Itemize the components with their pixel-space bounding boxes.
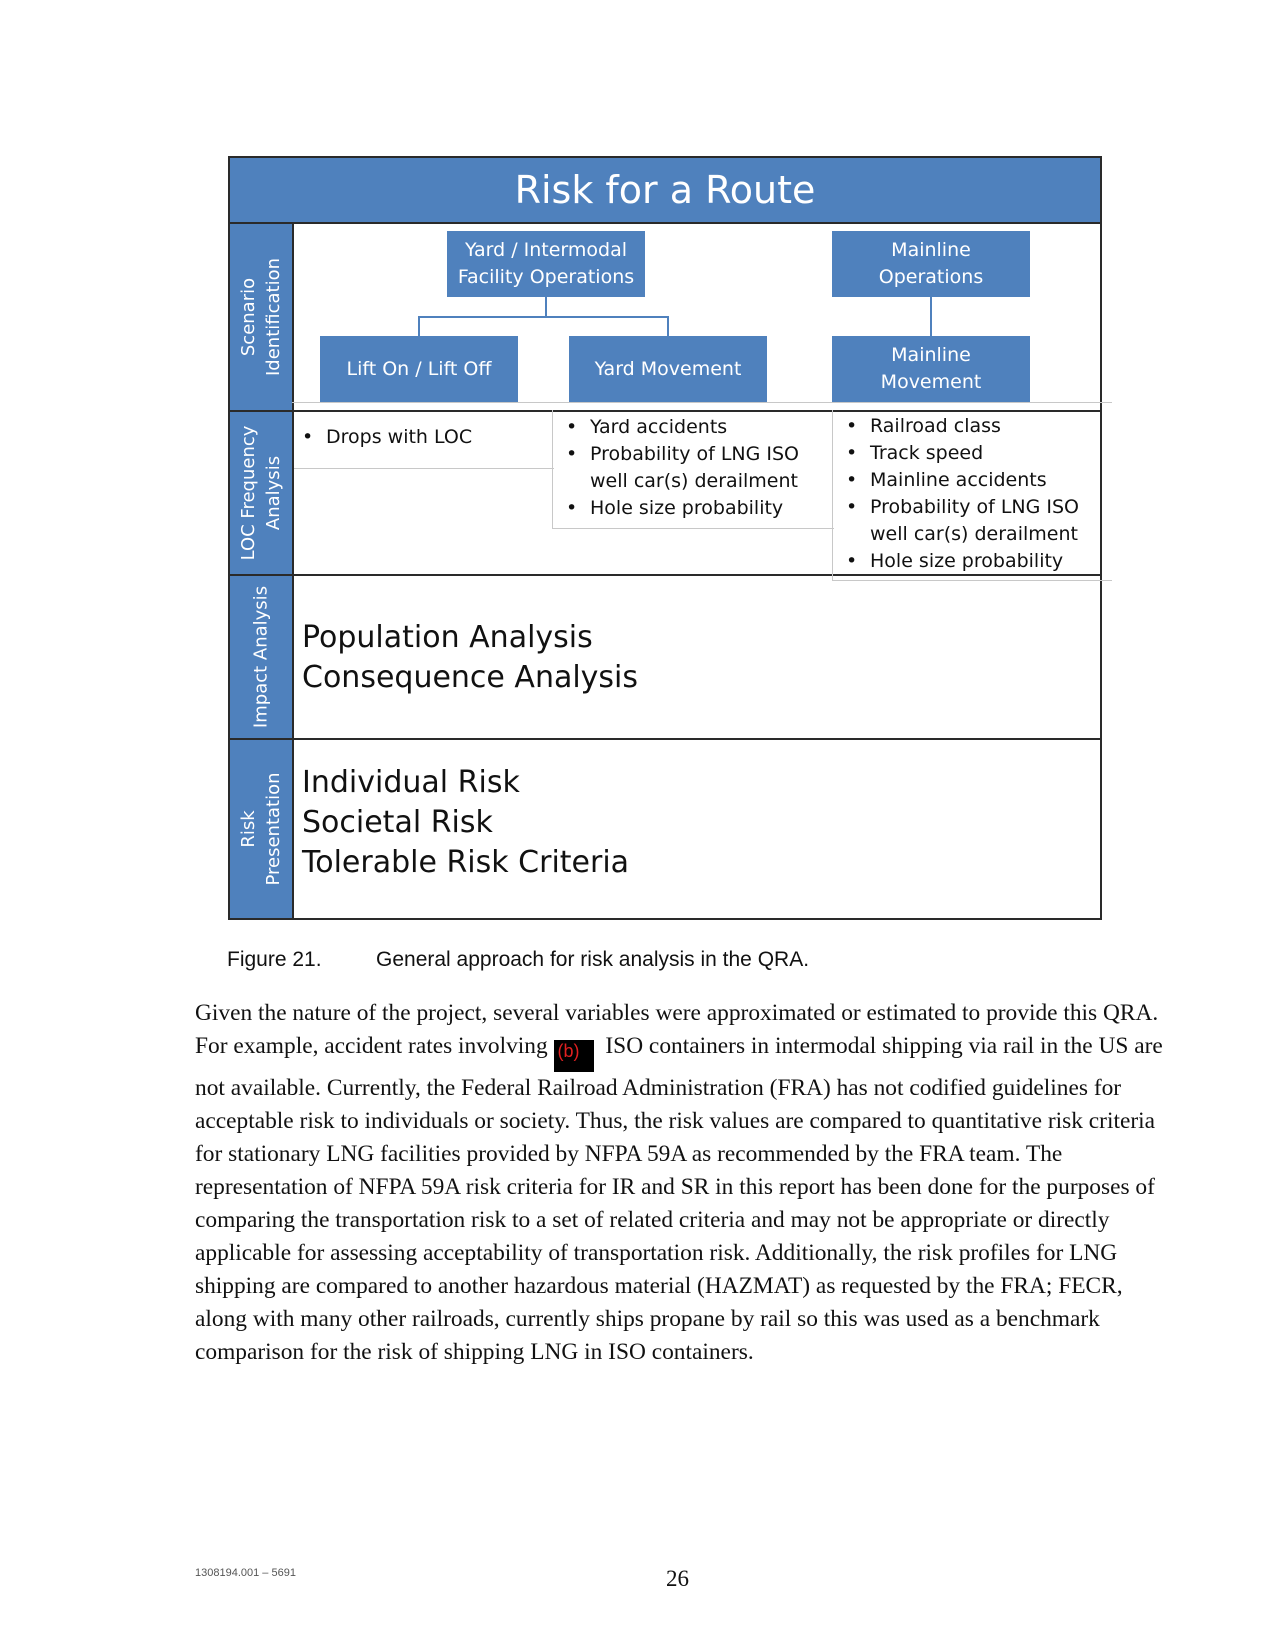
body-text-part: ISO containers in intermodal shipping via rail in the US are not available. Currently, the Federal Railroad Administration (FRA) has not codified guidelines for acceptable risk to individuals or society. Thus, the risk values are compared to quantitative risk criteria for stationary LNG facilities provided by NFPA 59A as recommended by the FRA team. The representation of NFPA 59A risk criteria for IR and SR in this report has been done for the purposes of comparing the transportation risk to a set of related criteria and may not be appropriate or directly applicable for assessing acceptability of transportation risk. Additionally, the risk profiles for LNG shipping are compared to another hazardous material (HAZMAT) as requested by the FRA; FECR, along with many other railroads, currently ships propane by rail so this was used as a benchmark comparison for the risk of shipping LNG in ISO containers. — [195, 1033, 1163, 1365]
grid-line — [552, 528, 834, 529]
row-label-impact-text: Impact Analysis — [250, 585, 272, 729]
body-paragraph — [195, 997, 1165, 1369]
yard-intermodal-box: Yard / Intermodal Facility Operations — [447, 231, 645, 297]
loc-list-yard — [562, 414, 799, 522]
figure-title: Risk for a Route — [228, 156, 1102, 224]
impact-item: Population Analysis — [302, 620, 593, 655]
grid-line — [294, 468, 554, 469]
list-item-text: Probability of LNG ISO — [870, 496, 1080, 518]
grid-line — [552, 410, 553, 528]
row-label-scenario-text: Scenario Identification — [238, 257, 284, 377]
connector-line — [418, 316, 420, 336]
redaction-box: (b) — [554, 1040, 594, 1072]
row-label-loc-text: LOC Frequency Analysis — [238, 425, 284, 561]
connector-line — [667, 316, 669, 336]
figure-caption-text: General approach for risk analysis in the QRA. — [376, 948, 810, 971]
list-item: • Mainline accidents — [842, 467, 1079, 494]
risk-item: Individual Risk — [302, 765, 520, 800]
grid-line — [292, 402, 1112, 403]
connector-line — [545, 297, 547, 317]
list-item: • Railroad class — [842, 413, 1079, 440]
list-item: • Hole size probability — [842, 548, 1079, 575]
impact-items — [302, 618, 638, 698]
row-label-loc — [228, 410, 294, 576]
mainline-movement-box: Mainline Movement — [832, 336, 1030, 402]
loc-list-mainline — [842, 413, 1079, 575]
risk-item: Tolerable Risk Criteria — [302, 845, 630, 880]
list-item — [562, 441, 799, 495]
impact-item: Consequence Analysis — [302, 660, 639, 695]
list-item-text: well car(s) derailment — [590, 470, 798, 492]
list-item: • Hole size probability — [562, 495, 799, 522]
list-item — [842, 494, 1079, 548]
figure-number: Figure 21. — [227, 948, 322, 971]
row-divider — [292, 410, 1102, 412]
connector-line — [930, 297, 932, 336]
page-number: 26 — [666, 1566, 689, 1591]
row-label-scenario — [228, 222, 294, 412]
document-id: 1308194.001 – 5691 — [195, 1567, 296, 1579]
connector-line — [418, 316, 669, 318]
list-item: • Drops with LOC — [298, 424, 472, 451]
body-text-part: Given the nature of the project, several variables were approximated or estimated to provide this QRA. For example, accident rates involving — [195, 1000, 1159, 1059]
list-item: • Track speed — [842, 440, 1079, 467]
lift-on-off-box: Lift On / Lift Off — [320, 336, 518, 402]
list-item-text: well car(s) derailment — [870, 523, 1078, 545]
row-divider — [292, 738, 1102, 740]
yard-movement-box: Yard Movement — [569, 336, 767, 402]
grid-line — [832, 580, 1112, 581]
loc-list-lift — [298, 424, 472, 451]
figure-caption — [227, 948, 809, 972]
grid-line — [832, 410, 833, 580]
row-label-impact — [228, 574, 294, 740]
row-label-risk-text: Risk Presentation — [238, 772, 284, 886]
risk-item: Societal Risk — [302, 805, 493, 840]
mainline-operations-box: Mainline Operations — [832, 231, 1030, 297]
list-item: • Yard accidents — [562, 414, 799, 441]
list-item-text: Probability of LNG ISO — [590, 443, 800, 465]
row-label-risk — [228, 738, 294, 920]
risk-items — [302, 763, 629, 883]
